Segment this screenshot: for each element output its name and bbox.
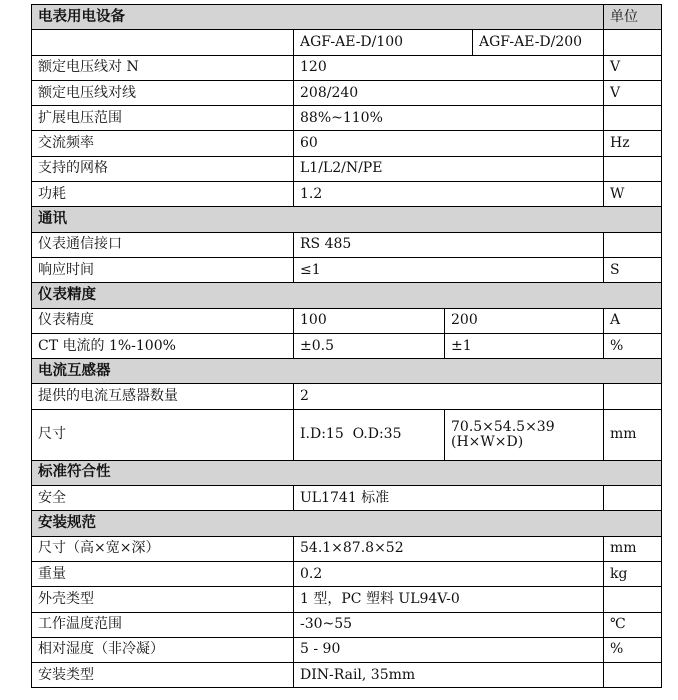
section-header-row: [32, 207, 662, 232]
table-row: [32, 80, 662, 105]
row-label: 尺寸: [32, 409, 294, 460]
table-row: [32, 561, 662, 586]
model-2: AGF-AE-D/200: [473, 30, 604, 55]
row-unit: [604, 156, 662, 181]
row-label: 响应时间: [32, 257, 294, 282]
row-value: 1 型，PC 塑料 UL94V-0: [294, 587, 604, 612]
row-label: 外壳类型: [32, 587, 294, 612]
row-value: DIN-Rail, 35mm: [294, 663, 604, 688]
table-row: [32, 486, 662, 511]
row-label: 仪表通信接口: [32, 232, 294, 257]
section-title: 电流互感器: [32, 359, 662, 384]
row-value-model-2: [445, 409, 604, 460]
row-value: 88%~110%: [294, 106, 604, 131]
row-label: 相对湿度（非冷凝）: [32, 637, 294, 662]
row-unit: [604, 663, 662, 688]
section-title: 仪表精度: [32, 283, 662, 308]
row-label: 尺寸（高×宽×深）: [32, 536, 294, 561]
row-value: L1/L2/N/PE: [294, 156, 604, 181]
row-label: 功耗: [32, 182, 294, 207]
row-value-model-2: ±1: [445, 333, 604, 358]
row-unit: S: [604, 257, 662, 282]
row-value-model-1: I.D:15 O.D:35: [294, 409, 445, 460]
section-title: 通讯: [32, 207, 662, 232]
ct-size-axes: (H×W×D): [451, 433, 524, 450]
section-title: 标准符合性: [32, 460, 662, 485]
row-value: 2: [294, 384, 604, 409]
row-label: CT 电流的 1%-100%: [32, 333, 294, 358]
table-row: [32, 384, 662, 409]
row-unit: %: [604, 333, 662, 358]
row-value: ≤1: [294, 257, 604, 282]
row-value: RS 485: [294, 232, 604, 257]
model-row: [32, 30, 662, 55]
row-label: 重量: [32, 561, 294, 586]
table-row: [32, 663, 662, 688]
table-row: [32, 536, 662, 561]
row-value-model-1: 100: [294, 308, 445, 333]
row-label: 工作温度范围: [32, 612, 294, 637]
row-label: 安全: [32, 486, 294, 511]
row-value: 120: [294, 55, 604, 80]
row-value: -30~55: [294, 612, 604, 637]
row-value-model-2: 200: [445, 308, 604, 333]
section-title: 电表用电设备: [32, 5, 604, 30]
row-unit: W: [604, 182, 662, 207]
row-unit: V: [604, 55, 662, 80]
table-row: [32, 232, 662, 257]
table-row: [32, 55, 662, 80]
spec-table: [31, 4, 662, 688]
row-value-model-1: ±0.5: [294, 333, 445, 358]
row-unit: [604, 587, 662, 612]
row-unit: %: [604, 637, 662, 662]
row-label: 交流频率: [32, 131, 294, 156]
table-row: [32, 131, 662, 156]
row-unit: [604, 486, 662, 511]
row-label: 额定电压线对 N: [32, 55, 294, 80]
row-value: 0.2: [294, 561, 604, 586]
section-title: 安装规范: [32, 511, 662, 536]
unit-column-header: 单位: [604, 5, 662, 30]
row-unit: V: [604, 80, 662, 105]
row-label: 提供的电流互感器数量: [32, 384, 294, 409]
row-unit: [604, 106, 662, 131]
table-row: [32, 308, 662, 333]
section-header-row: [32, 460, 662, 485]
row-label: 安装类型: [32, 663, 294, 688]
table-row: [32, 637, 662, 662]
row-unit: [604, 232, 662, 257]
table-row: [32, 409, 662, 460]
row-unit: ℃: [604, 612, 662, 637]
row-value: 1.2: [294, 182, 604, 207]
row-label: 额定电压线对线: [32, 80, 294, 105]
row-unit: Hz: [604, 131, 662, 156]
ct-size-dimensions: 70.5×54.5×39: [451, 418, 555, 435]
section-header-row: [32, 359, 662, 384]
row-unit: kg: [604, 561, 662, 586]
row-label: 扩展电压范围: [32, 106, 294, 131]
row-label: 仪表精度: [32, 308, 294, 333]
row-value: UL1741 标准: [294, 486, 604, 511]
row-value: 60: [294, 131, 604, 156]
row-unit: mm: [604, 536, 662, 561]
table-row: [32, 156, 662, 181]
row-unit: mm: [604, 409, 662, 460]
row-label: 支持的网格: [32, 156, 294, 181]
section-header-row: [32, 511, 662, 536]
table-row: [32, 257, 662, 282]
row-value: 54.1×87.8×52: [294, 536, 604, 561]
section-header-row: [32, 283, 662, 308]
row-value: 208/240: [294, 80, 604, 105]
model-1: AGF-AE-D/100: [294, 30, 473, 55]
table-row: [32, 612, 662, 637]
table-row: [32, 333, 662, 358]
row-value: 5 - 90: [294, 637, 604, 662]
table-row: [32, 106, 662, 131]
row-unit: A: [604, 308, 662, 333]
table-header-row: [32, 5, 662, 30]
table-row: [32, 587, 662, 612]
table-row: [32, 182, 662, 207]
